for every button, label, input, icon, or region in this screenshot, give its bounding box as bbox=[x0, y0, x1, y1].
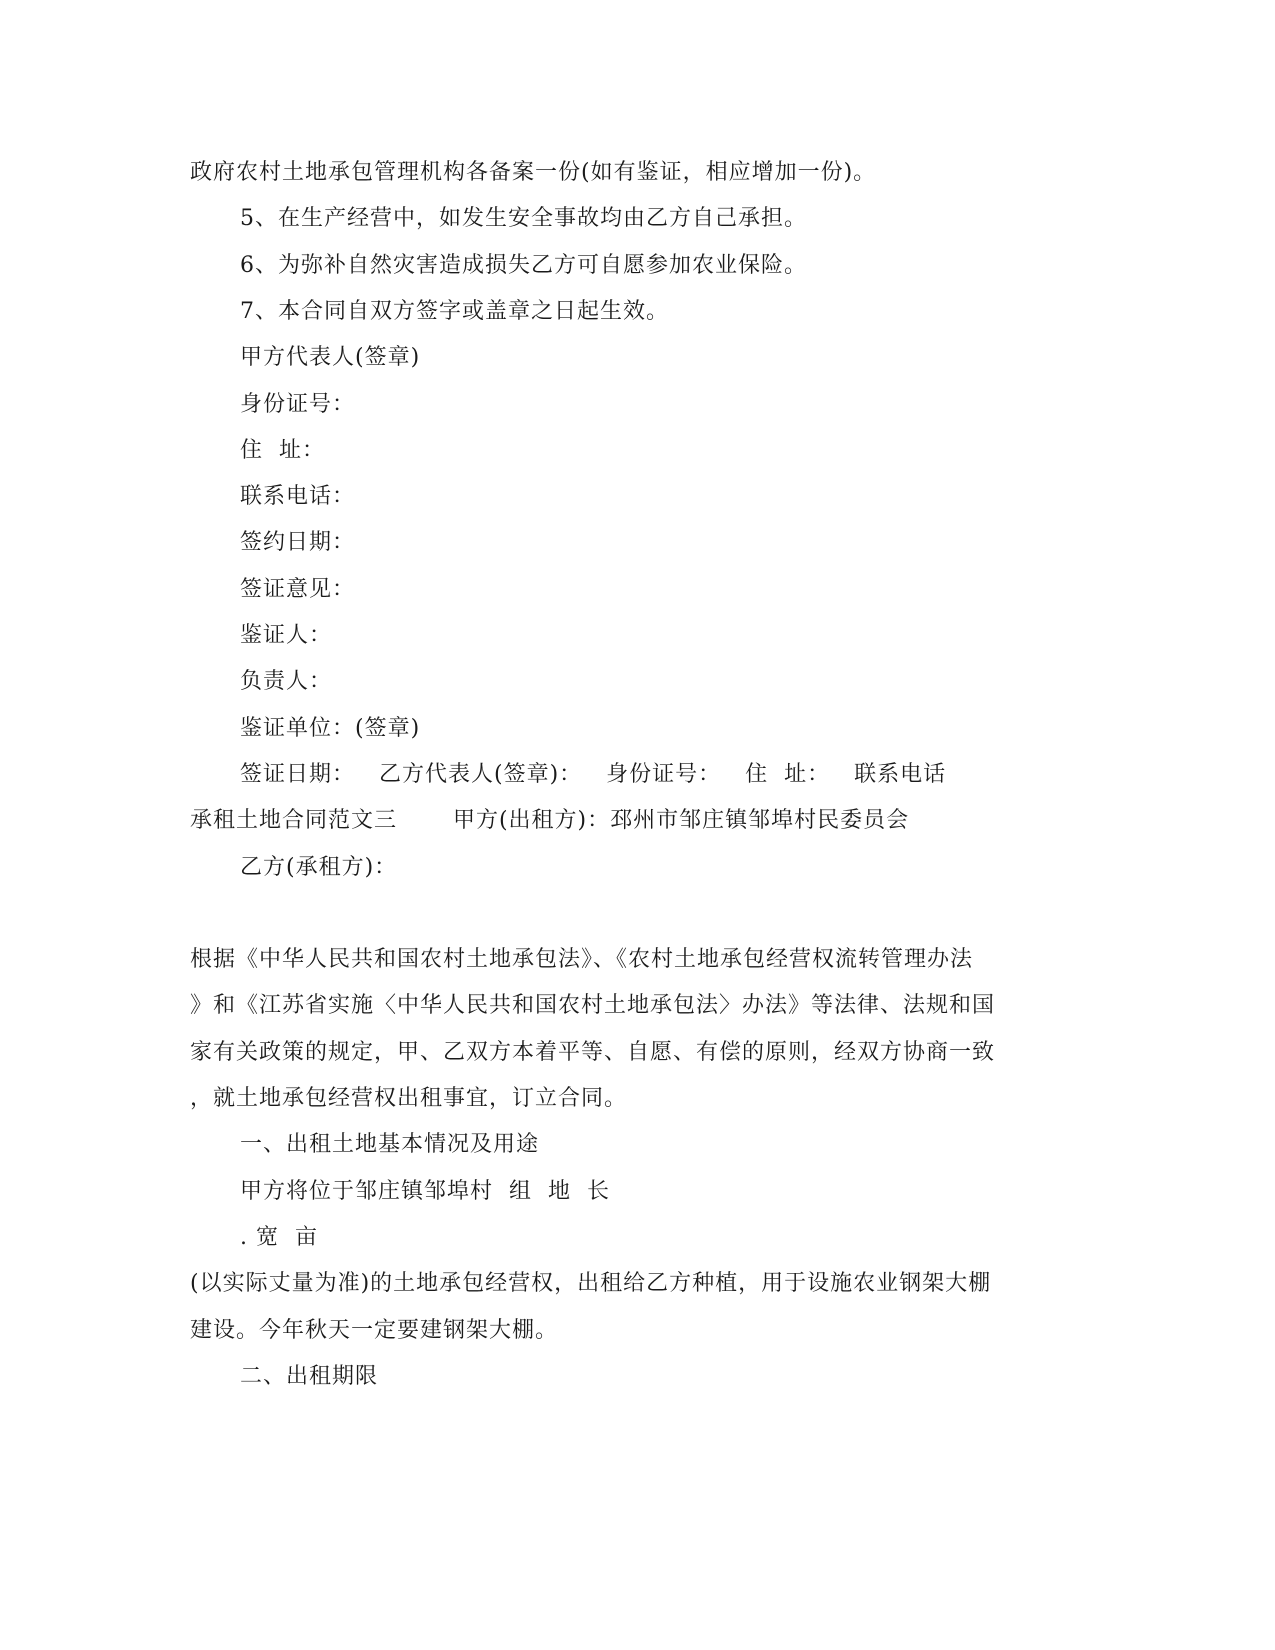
text-line: . 宽 亩 bbox=[240, 1225, 318, 1250]
text-line: 负责人： bbox=[240, 669, 333, 694]
section-heading: 承租土地合同范文三 甲方(出租方)：邳州市邹庄镇邹埠村民委员会 bbox=[190, 808, 910, 833]
text-line: 6、为弥补自然灾害造成损失乙方可自愿参加农业保险。 bbox=[240, 253, 807, 278]
text-line: 鉴证人： bbox=[240, 623, 333, 648]
text-line: 签证意见： bbox=[240, 577, 356, 602]
paragraph-line: ，就土地承包经营权出租事宜，订立合同。 bbox=[190, 1086, 628, 1111]
text-line: 5、在生产经营中，如发生安全事故均由乙方自己承担。 bbox=[240, 206, 807, 231]
text-line: 住 址： bbox=[240, 438, 325, 463]
text-line: 7、本合同自双方签字或盖章之日起生效。 bbox=[240, 299, 669, 324]
text-line: 签约日期： bbox=[240, 530, 356, 555]
paragraph-line: 建设。今年秋天一定要建钢架大棚。 bbox=[190, 1318, 559, 1343]
section-heading: 二、出租期限 bbox=[240, 1364, 379, 1389]
text-line: 甲方将位于邹庄镇邹埠村 组 地 长 bbox=[240, 1179, 610, 1204]
text-line: 鉴证单位：(签章) bbox=[240, 716, 421, 741]
section-heading: 一、出租土地基本情况及用途 bbox=[240, 1132, 540, 1157]
text-line: 身份证号： bbox=[240, 392, 356, 417]
paragraph-line: (以实际丈量为准)的土地承包经营权，出租给乙方种植，用于设施农业钢架大棚 bbox=[190, 1271, 992, 1296]
text-line: 联系电话： bbox=[240, 484, 356, 509]
text-line: 签证日期： 乙方代表人(签章)： 身份证号： 住 址： 联系电话 bbox=[240, 762, 947, 787]
text-line: 甲方代表人(签章) bbox=[240, 345, 421, 370]
paragraph-line: 家有关政策的规定，甲、乙双方本着平等、自愿、有偿的原则，经双方协商一致 bbox=[190, 1040, 996, 1065]
paragraph-line: 根据《中华人民共和国农村土地承包法》、《农村土地承包经营权流转管理办法 bbox=[190, 947, 974, 972]
paragraph-line: 》和《江苏省实施〈中华人民共和国农村土地承包法〉办法》等法律、法规和国 bbox=[190, 993, 996, 1018]
text-line: 乙方(承租方)： bbox=[240, 855, 398, 880]
text-line: 政府农村土地承包管理机构各备案一份(如有鉴证，相应增加一份)。 bbox=[190, 160, 877, 185]
